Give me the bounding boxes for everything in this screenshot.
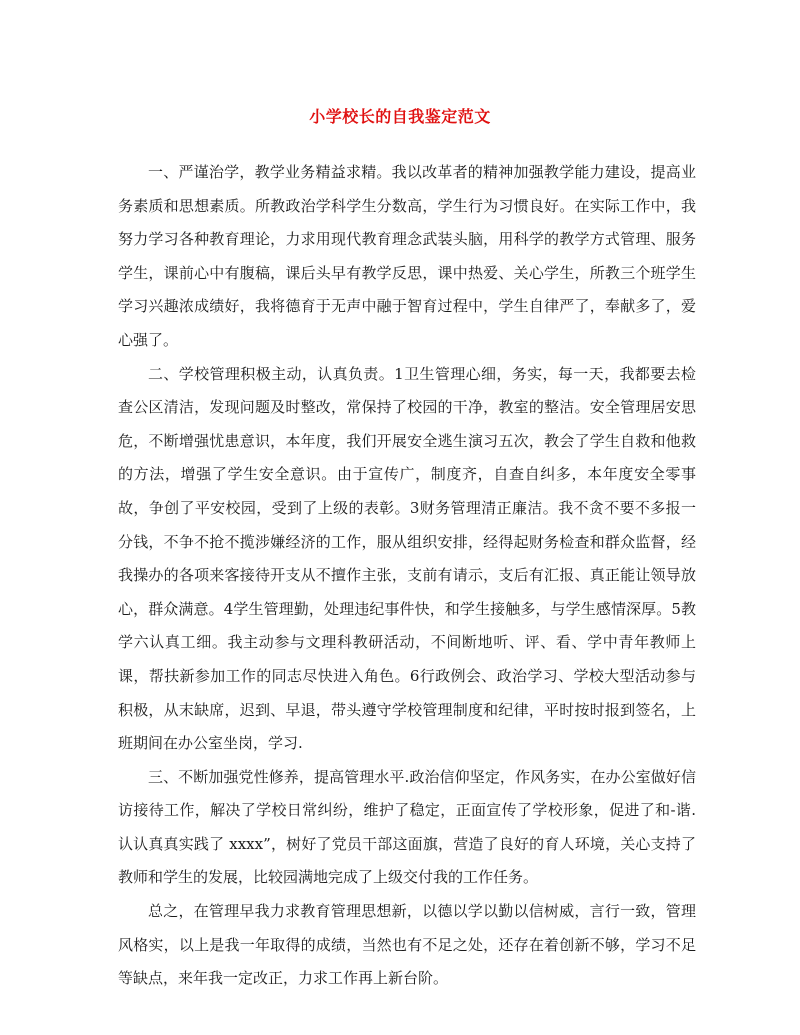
document-body — [118, 156, 696, 996]
paragraph-1: 一、严谨治学，教学业务精益求精。我以改革者的精神加强教学能力建设，提高业务素质和思想素质。所教政治学科学生分数高，学生行为习惯良好。在实际工作中，我努力学习各种教育理论，力求用现代教育理念武装头脑，用科学的教学方式管理、服务学生，课前心中有腹稿，课后头早有教学反思，课中热爱、关心学生，所教三个班学生学习兴趣浓成绩好，我将德育于无声中融于智育过程中，学生自律严了，奉献多了，爱心强了。 — [118, 163, 696, 349]
paragraph-2: 二、学校管理积极主动，认真负责。1卫生管理心细，务实，每一天，我都要去检查公区清洁，发现问题及时整改，常保持了校园的干净，教室的整洁。安全管理居安思危，不断增强忧患意识，本年度，我们开展安全逃生演习五次，教会了学生自救和他救的方法，增强了学生安全意识。由于宣传广，制度齐，自查自纠多，本年度安全零事故，争创了平安校园，受到了上级的表彰。3财务管理清正廉洁。我不贪不要不多报一分钱，不争不抢不揽涉嫌经济的工作，服从组织安排，经得起财务检查和群众监督，经我操办的各项来客接待开支从不擅作主张，支前有请示，支后有汇报、真正能让领导放心，群众满意。4学生管理勤，处理违纪事件快，和学生接触多，与学生感情深厚。5教学六认真工细。我主动参与文理科教研活动，不间断地听、评、看、学中青年教师上课，帮扶新参加工作的同志尽快进入角色。6行政例会、政治学习、学校大型活动参与积极，从末缺席，迟到、早退，带头遵守学校管理制度和纪律，平时按时报到签名，上班期间在办公室坐岗，学习. — [118, 364, 696, 753]
paragraph-4: 总之，在管理早我力求教育管理思想新，以德以学以勤以信树威，言行一致，管理风格实，以上是我一年取得的成绩，当然也有不足之处，还存在着创新不够，学习不足等缺点，来年我一定改正，力求工作再上新台阶。 — [118, 902, 696, 988]
document-title: 小学校长的自我鉴定范文 — [309, 107, 491, 126]
paragraph-3: 三、不断加强党性修养，提高管理水平.政治信仰坚定，作风务实，在办公室做好信访接待工作，解决了学校日常纠纷，维护了稳定，正面宣传了学校形象，促进了和-谐.认认真真实践了 xxxx”，树好了党员干部这面旗，营造了良好的育人环境，关心支持了教师和学生的发展，比较园满地完成了上级交付我的工作任务。 — [118, 767, 696, 887]
